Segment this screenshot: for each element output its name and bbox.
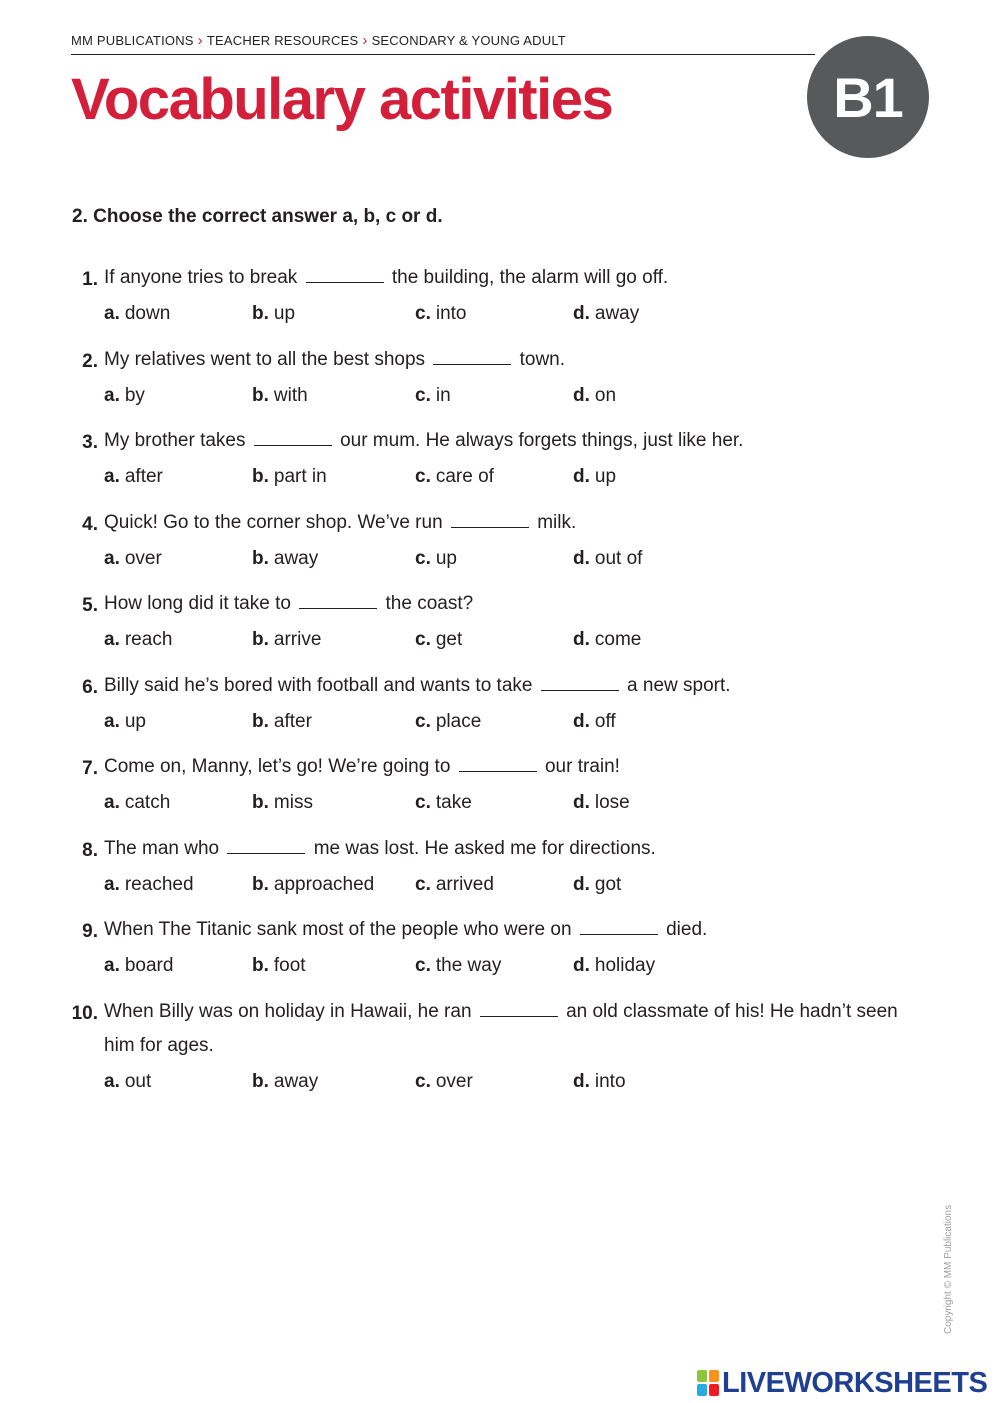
answer-option-d[interactable] (573, 1071, 626, 1093)
option-letter: b. (252, 384, 269, 406)
option-text: place (435, 710, 482, 732)
option-letter: d. (573, 955, 590, 976)
answer-blank[interactable] (227, 852, 305, 854)
option-letter: d. (573, 466, 590, 487)
answer-blank[interactable] (433, 363, 511, 365)
answer-blank[interactable] (480, 1015, 558, 1017)
answer-option-b[interactable] (252, 548, 318, 570)
option-text: get (435, 629, 463, 650)
answer-options (0, 303, 1000, 329)
question-item (0, 427, 1000, 509)
option-letter: c. (415, 1070, 431, 1092)
answer-options (0, 792, 1000, 818)
option-text: miss (273, 792, 313, 813)
option-text: on (594, 384, 617, 406)
option-text: with (273, 384, 308, 406)
answer-option-d[interactable] (573, 874, 621, 896)
question-item (0, 264, 1000, 346)
question-text (104, 995, 904, 1063)
answer-option-d[interactable] (573, 385, 616, 407)
option-text: over (435, 1070, 473, 1092)
option-text: care of (435, 466, 494, 487)
question-item (0, 753, 1000, 835)
answer-option-d[interactable] (573, 303, 639, 325)
option-text: reach (124, 629, 173, 650)
option-letter: a. (104, 303, 120, 324)
option-letter: d. (573, 710, 590, 732)
answer-options (0, 385, 1000, 411)
option-letter: b. (252, 710, 269, 732)
option-letter: c. (415, 873, 431, 895)
question-number: 3. (82, 432, 98, 453)
option-text: got (594, 873, 622, 895)
question-item (0, 509, 1000, 591)
option-text: up (594, 466, 617, 487)
option-text: by (124, 384, 145, 406)
question-text-before: My relatives went to all the best shops (104, 348, 426, 370)
answer-option-c[interactable] (415, 466, 494, 488)
option-letter: c. (415, 466, 431, 487)
answer-option-a[interactable] (104, 548, 162, 570)
question-number: 5. (82, 595, 98, 616)
option-letter: d. (573, 547, 590, 569)
answer-options (0, 548, 1000, 574)
option-text: up (273, 303, 296, 324)
answer-option-c[interactable] (415, 792, 472, 814)
answer-option-a[interactable] (104, 466, 163, 488)
answer-option-c[interactable] (415, 1071, 473, 1093)
question-text (104, 587, 904, 621)
answer-option-d[interactable] (573, 466, 616, 488)
answer-option-a[interactable] (104, 303, 170, 325)
option-text: after (273, 710, 312, 732)
answer-option-c[interactable] (415, 629, 462, 651)
answer-option-d[interactable] (573, 548, 642, 570)
question-text (104, 261, 904, 295)
answer-options (0, 955, 1000, 981)
option-letter: a. (104, 792, 120, 813)
answer-option-b[interactable] (252, 792, 313, 814)
level-badge: B1 (807, 36, 929, 158)
option-letter: c. (415, 303, 431, 324)
option-letter: a. (104, 710, 120, 732)
option-letter: a. (104, 955, 120, 976)
option-letter: b. (252, 466, 269, 487)
answer-option-d[interactable] (573, 711, 616, 733)
answer-option-a[interactable] (104, 955, 173, 977)
answer-option-b[interactable] (252, 1071, 318, 1093)
option-text: into (435, 303, 467, 324)
option-letter: a. (104, 873, 120, 895)
exercise-instruction: 2. Choose the correct answer a, b, c or d. (72, 206, 443, 227)
option-text: in (435, 384, 451, 406)
answer-option-b[interactable] (252, 955, 306, 977)
question-number: 8. (82, 839, 98, 861)
option-letter: c. (415, 955, 431, 976)
question-text-after: town. (519, 348, 566, 370)
option-text: off (594, 710, 616, 732)
option-text: part in (273, 466, 327, 487)
question-text-after: an old classmate of his! He hadn’t seen him for ages. (104, 1000, 898, 1056)
question-text (104, 343, 904, 377)
option-text: lose (594, 792, 630, 813)
option-text: reached (124, 873, 194, 895)
answer-option-c[interactable] (415, 385, 451, 407)
page-title: Vocabulary activities (71, 67, 613, 132)
question-text-after: our mum. He always forgets things, just like her. (340, 430, 744, 451)
question-text-before: How long did it take to (104, 593, 291, 614)
option-text: up (435, 547, 457, 569)
option-letter: d. (573, 303, 590, 324)
answer-option-a[interactable] (104, 792, 170, 814)
option-text: out (124, 1070, 152, 1092)
question-text-before: Come on, Manny, let’s go! We’re going to (104, 756, 451, 777)
answer-option-a[interactable] (104, 629, 172, 651)
chevron-right-icon: › (197, 32, 203, 49)
question-text-before: The man who (104, 837, 220, 859)
question-list (0, 264, 1000, 1113)
question-number: 10. (71, 1002, 98, 1024)
answer-option-d[interactable] (573, 629, 641, 651)
option-text: away (273, 1070, 319, 1092)
question-text (104, 832, 904, 866)
question-number: 1. (82, 269, 98, 290)
option-text: board (124, 955, 174, 976)
option-letter: c. (415, 384, 431, 406)
answer-options (0, 1071, 1000, 1097)
question-text-after: our train! (544, 756, 620, 777)
option-letter: a. (104, 547, 120, 569)
answer-blank[interactable] (254, 444, 332, 446)
answer-option-c[interactable] (415, 955, 501, 977)
question-text (104, 750, 904, 784)
option-letter: c. (415, 547, 431, 569)
answer-option-a[interactable] (104, 1071, 151, 1093)
option-text: away (594, 303, 640, 324)
option-letter: b. (252, 629, 269, 650)
option-letter: a. (104, 384, 120, 406)
option-text: away (273, 547, 319, 569)
answer-option-c[interactable] (415, 874, 494, 896)
option-text: after (124, 466, 163, 487)
answer-blank[interactable] (580, 933, 658, 935)
answer-options (0, 874, 1000, 900)
header-divider (71, 54, 815, 55)
liveworksheets-logo-text: LIVEWORKSHEETS (722, 1367, 988, 1399)
option-text: foot (273, 955, 306, 976)
option-text: over (124, 547, 162, 569)
question-text-before: When The Titanic sank most of the people who were on (104, 919, 572, 940)
question-text-after: me was lost. He asked me for directions. (313, 837, 656, 859)
answer-options (0, 711, 1000, 737)
question-text-before: If anyone tries to break (104, 267, 298, 288)
option-text: down (124, 303, 171, 324)
option-letter: a. (104, 629, 120, 650)
option-letter: d. (573, 1070, 590, 1092)
option-text: up (124, 710, 146, 732)
question-text-after: the coast? (385, 593, 474, 614)
question-text-after: died. (666, 919, 708, 940)
answer-option-b[interactable] (252, 385, 308, 407)
option-letter: b. (252, 1070, 269, 1092)
option-text: into (594, 1070, 626, 1092)
option-text: approached (273, 873, 375, 895)
option-text: catch (124, 792, 171, 813)
question-item (0, 998, 1000, 1113)
option-text: arrive (273, 629, 322, 650)
answer-blank[interactable] (459, 770, 537, 772)
liveworksheets-logo[interactable] (697, 1368, 987, 1398)
option-letter: b. (252, 955, 269, 976)
question-number: 6. (82, 676, 98, 698)
option-letter: d. (573, 384, 590, 406)
question-text-after: the building, the alarm will go off. (391, 267, 669, 288)
breadcrumb-item[interactable]: TEACHER RESOURCES (206, 33, 359, 48)
answer-option-d[interactable] (573, 955, 655, 977)
breadcrumb-item[interactable]: MM PUBLICATIONS (71, 33, 194, 48)
answer-option-b[interactable] (252, 303, 295, 325)
question-text-after: milk. (537, 511, 577, 533)
option-letter: a. (104, 466, 120, 487)
question-text-after: a new sport. (627, 674, 731, 696)
answer-option-b[interactable] (252, 629, 321, 651)
answer-blank[interactable] (451, 526, 529, 528)
option-text: holiday (594, 955, 656, 976)
answer-blank[interactable] (306, 281, 384, 283)
option-letter: c. (415, 792, 431, 813)
option-letter: d. (573, 792, 590, 813)
option-text: come (594, 629, 642, 650)
option-text: the way (435, 955, 502, 976)
answer-option-a[interactable] (104, 711, 146, 733)
question-item (0, 916, 1000, 998)
question-text-before: Quick! Go to the corner shop. We’ve run (104, 511, 443, 533)
question-item (0, 835, 1000, 917)
answer-options (0, 629, 1000, 655)
answer-blank[interactable] (299, 607, 377, 609)
breadcrumb-item[interactable]: SECONDARY & YOUNG ADULT (371, 33, 566, 48)
option-letter: d. (573, 629, 590, 650)
liveworksheets-logo-icon (697, 1370, 719, 1396)
question-number: 7. (82, 758, 98, 779)
answer-blank[interactable] (541, 689, 619, 691)
question-item (0, 672, 1000, 754)
answer-option-c[interactable] (415, 711, 481, 733)
question-text (104, 913, 904, 947)
option-letter: c. (415, 629, 431, 650)
question-item (0, 590, 1000, 672)
question-number: 4. (82, 513, 98, 535)
answer-option-a[interactable] (104, 385, 145, 407)
chevron-right-icon: › (362, 32, 368, 49)
option-letter: a. (104, 1070, 120, 1092)
question-item (0, 346, 1000, 428)
question-number: 9. (82, 921, 98, 942)
option-letter: b. (252, 792, 269, 813)
option-text: take (435, 792, 472, 813)
question-text (104, 506, 904, 540)
option-letter: b. (252, 873, 269, 895)
question-text-before: When Billy was on holiday in Hawaii, he ran (104, 1000, 472, 1022)
option-letter: d. (573, 873, 590, 895)
question-text-before: My brother takes (104, 430, 246, 451)
question-text (104, 424, 904, 458)
question-text-before: Billy said he’s bored with football and wants to take (104, 674, 533, 696)
answer-option-b[interactable] (252, 466, 327, 488)
answer-options (0, 466, 1000, 492)
breadcrumb (71, 33, 566, 48)
answer-option-c[interactable] (415, 303, 467, 325)
answer-option-a[interactable] (104, 874, 194, 896)
copyright-notice: Copyright © MM Publications (943, 1204, 954, 1334)
option-text: out of (594, 547, 643, 569)
answer-option-c[interactable] (415, 548, 457, 570)
question-number: 2. (82, 350, 98, 372)
question-text (104, 669, 904, 703)
option-letter: c. (415, 710, 431, 732)
option-text: arrived (435, 873, 494, 895)
answer-option-b[interactable] (252, 711, 312, 733)
answer-option-d[interactable] (573, 792, 630, 814)
option-letter: b. (252, 303, 269, 324)
answer-option-b[interactable] (252, 874, 374, 896)
option-letter: b. (252, 547, 269, 569)
